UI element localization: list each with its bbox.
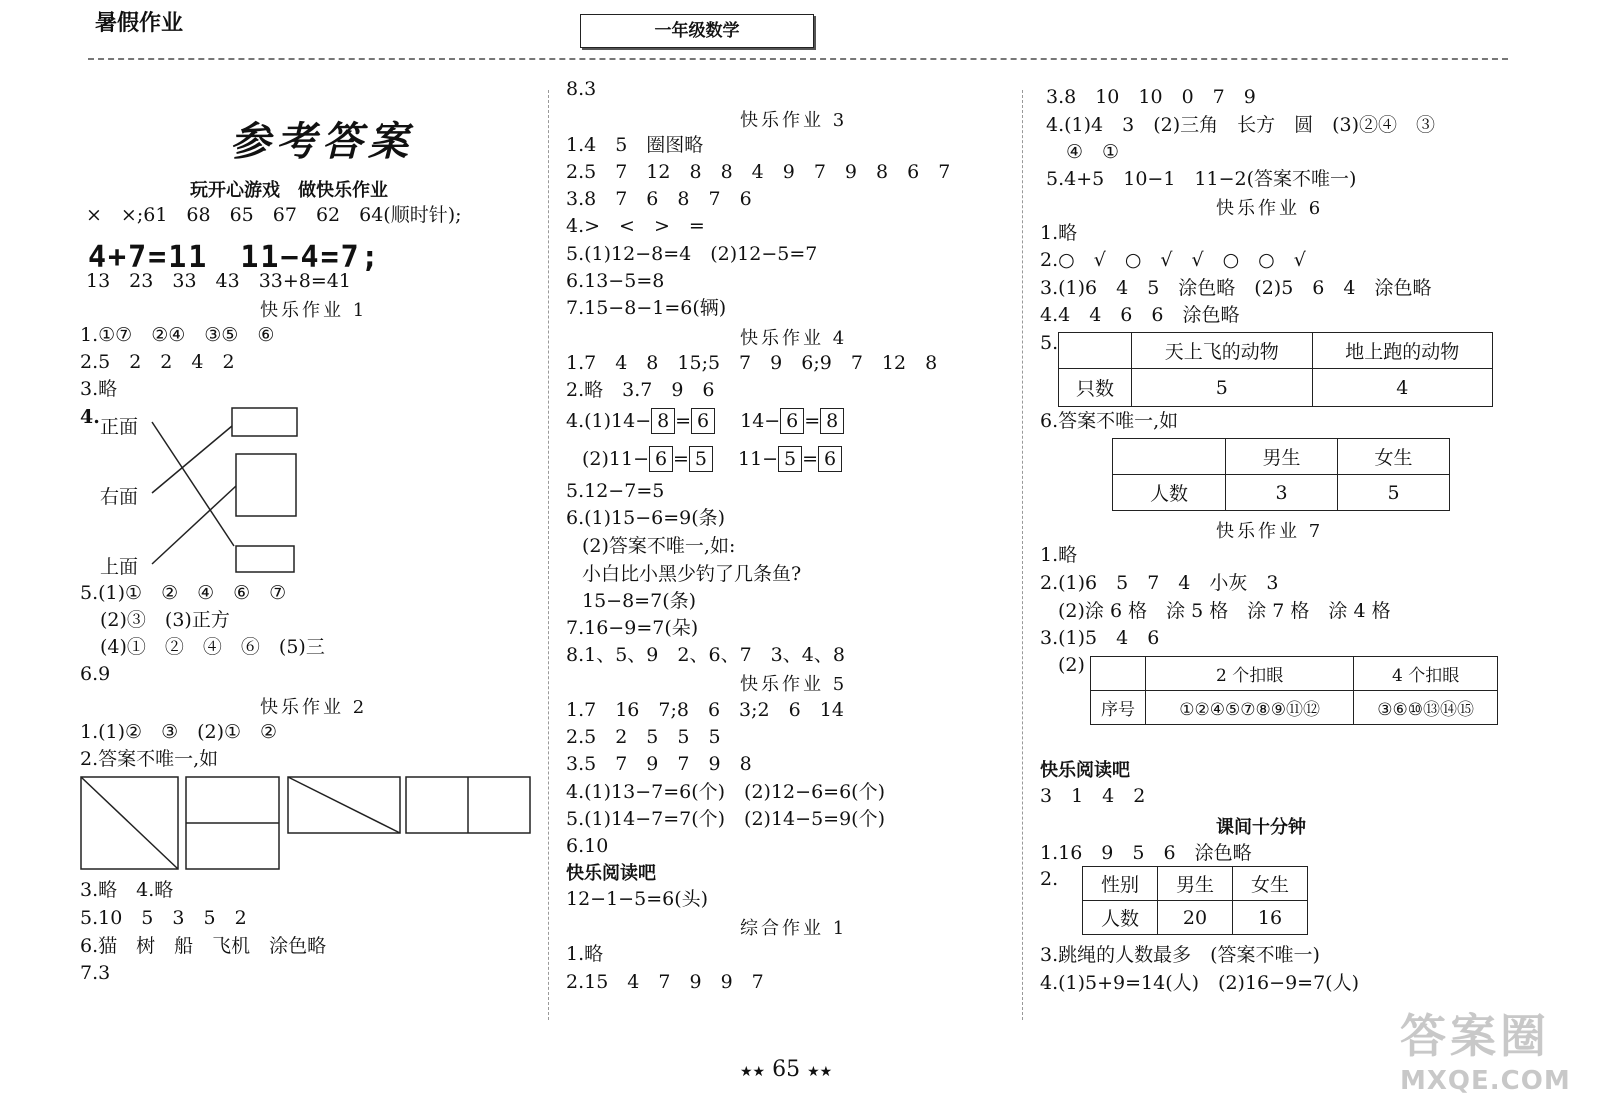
shape-rect-flat [236,546,294,572]
answer-line: 1.①⑦ ②④ ③⑤ ⑥ [80,324,275,346]
answer-line: 2.5 2 5 5 5 [566,726,721,748]
subject-label: 一年级数学 [580,14,814,48]
answer-box: 6 [818,446,842,472]
boxed-equation: (2)11− 6 = 5 11− 5 = 6 [582,446,842,472]
question-number: 5. [1040,332,1059,354]
buttonholes-table: 2 个扣眼 4 个扣眼 序号 ①②④⑤⑦⑧⑨⑪⑫ ③⑥⑩⑬⑭⑮ [1090,656,1498,725]
match-line [152,422,234,546]
answer-line: 1.4 5 圈图略 [566,134,704,156]
answer-line: 1.略 [1040,222,1078,244]
view-label: 正面 [100,416,139,438]
answer-line: 4.(1)5+9=14(人) (2)16−9=7(人) [1040,972,1359,994]
section-title: 快乐阅读吧 [566,863,656,884]
answer-line: 2.略 3.7 9 6 [566,379,715,401]
answer-line: 2.○ √ ○ √ √ ○ ○ √ [1040,249,1306,271]
answer-line: 3.(1)5 4 6 [1040,627,1160,649]
page-title: 参考答案 [230,118,414,165]
star-icon: ★★ [807,1064,833,1080]
answer-line: (2)涂 6 格 涂 5 格 涂 7 格 涂 4 格 [1058,600,1391,622]
animals-table: 天上飞的动物 地上跑的动物 只数 5 4 [1058,332,1493,407]
answer-line: 2.(1)6 5 7 4 小灰 3 [1040,572,1279,594]
answer-line: 7.15−8−1=6(辆) [566,297,727,319]
answer-line: 15−8=7(条) [582,590,697,612]
answer-line: 3.8 7 6 8 7 6 [566,188,752,210]
section-title: 快乐作业 2 [260,697,368,718]
answer-line: 2.答案不唯一,如 [80,748,219,770]
matching-diagram [140,400,310,580]
answer-line: 6.(1)15−6=9(条) [566,507,726,529]
column-divider [548,90,549,1020]
section-title: 快乐作业 6 [1216,198,1324,219]
answer-line: 6.猫 树 船 飞机 涂色略 [80,935,327,957]
answer-line: 6.9 [80,663,111,685]
answer-box: 8 [651,408,675,434]
divided-shapes [80,775,540,875]
divide-line [288,777,400,833]
shape-rect-wide [232,408,297,436]
section-title: 快乐作业 4 [740,328,848,349]
answer-line: 13 23 33 43 33+8=41 [86,270,351,292]
answer-line: 3.略 [80,378,118,400]
answer-box: 6 [649,446,673,472]
answer-line: 1.略 [566,943,604,965]
shape-square [236,454,296,516]
answer-line: 3.跳绳的人数最多 (答案不唯一) [1040,944,1320,966]
boxed-equation: 4.(1)14− 8 = 6 14− 6 = 8 [566,408,844,434]
header-divider [88,58,1508,60]
answer-line: 5.(1)14−7=7(个) (2)14−5=9(个) [566,808,885,830]
answer-line: 1.略 [1040,544,1078,566]
answer-line: 2.5 7 12 8 8 4 9 7 9 8 6 7 [566,161,951,183]
answer-line: 4.> < > = [566,215,705,237]
header-brand: 暑假作业 [95,11,184,36]
answer-line: (4)① ② ④ ⑥ (5)三 [100,636,325,658]
answer-line: (2)答案不唯一,如: [582,535,736,557]
question-number: (2) [1058,654,1085,676]
answer-line: 12−1−5=6(头) [566,888,709,910]
answer-line: 5.12−7=5 [566,480,665,502]
answer-line: 6.10 [566,835,609,857]
answer-line: 5.(1)12−8=4 (2)12−5=7 [566,243,818,265]
answer-line: 6.13−5=8 [566,270,665,292]
answer-line: (2)③ (3)正方 [100,609,230,631]
answer-box: 5 [689,446,713,472]
answer-line: ④ ① [1066,141,1120,163]
question-number: 4. [80,406,100,428]
answer-line: 4.(1)13−7=6(个) (2)12−6=6(个) [566,781,885,803]
answer-line: 4.4 4 6 6 涂色略 [1040,304,1240,326]
answer-box: 5 [778,446,802,472]
section-title: 快乐作业 5 [740,674,848,695]
answer-line: 3.略 4.略 [80,879,174,901]
answer-line: 1.7 16 7;8 6 3;2 6 14 [566,699,844,721]
answer-line: 1.16 9 5 6 涂色略 [1040,842,1252,864]
answer-line: 1.7 4 8 15;5 7 9 6;9 7 12 8 [566,352,938,374]
section-title: 综合作业 1 [740,918,848,939]
answer-line: 小白比小黑少钓了几条鱼? [582,563,802,585]
answer-line: 3.8 10 10 0 7 9 [1046,86,1256,108]
divide-line [81,777,178,869]
answer-line: 5.10 5 3 5 2 [80,907,247,929]
gender-table: 性别 男生 女生 人数 20 16 [1082,866,1308,935]
answer-line: 6.答案不唯一,如 [1040,410,1179,432]
section-title: 快乐作业 1 [260,300,368,321]
answer-line: 8.3 [566,78,597,100]
answer-line: 4+7=11 11−4=7; [88,240,381,275]
answer-line: × ×;61 68 65 67 62 64(顺时针); [86,204,462,226]
section-title: 玩开心游戏 做快乐作业 [190,180,388,201]
answer-line: 5.(1)① ② ④ ⑥ ⑦ [80,582,287,604]
section-title: 课间十分钟 [1216,817,1306,838]
answer-box: 8 [820,408,844,434]
view-label: 上面 [100,556,139,578]
answer-line: 3.(1)6 4 5 涂色略 (2)5 6 4 涂色略 [1040,277,1432,299]
answer-line: 2.5 2 2 4 2 [80,351,235,373]
view-label: 右面 [100,486,139,508]
answer-line: 4.(1)4 3 (2)三角 长方 圆 (3)②④ ③ [1046,114,1436,136]
answer-line: 8.1、5、9 2、6、7 3、4、8 [566,644,845,666]
match-line [152,486,236,564]
question-number: 2. [1040,868,1059,890]
column-divider [1022,90,1023,1020]
answer-line: 7.3 [80,962,111,984]
answer-line: 2.15 4 7 9 9 7 [566,971,764,993]
section-title: 快乐作业 7 [1216,521,1324,542]
watermark: 答案圈 MXQE.COM [1400,1009,1571,1096]
answer-box: 6 [780,408,804,434]
page-number: ★★ 65 ★★ [740,1057,833,1082]
answer-line: 5.4+5 10−1 11−2(答案不唯一) [1046,168,1357,190]
section-title: 快乐作业 3 [740,110,848,131]
answer-line: 3.5 7 9 7 9 8 [566,753,752,775]
students-table: 男生 女生 人数 3 5 [1112,438,1450,511]
star-icon: ★★ [740,1064,766,1080]
answer-line: 3 1 4 2 [1040,785,1146,807]
answer-line: 7.16−9=7(朵) [566,617,699,639]
answer-line: 1.(1)② ③ (2)① ② [80,721,278,743]
answer-box: 6 [691,408,715,434]
section-title: 快乐阅读吧 [1040,760,1130,781]
